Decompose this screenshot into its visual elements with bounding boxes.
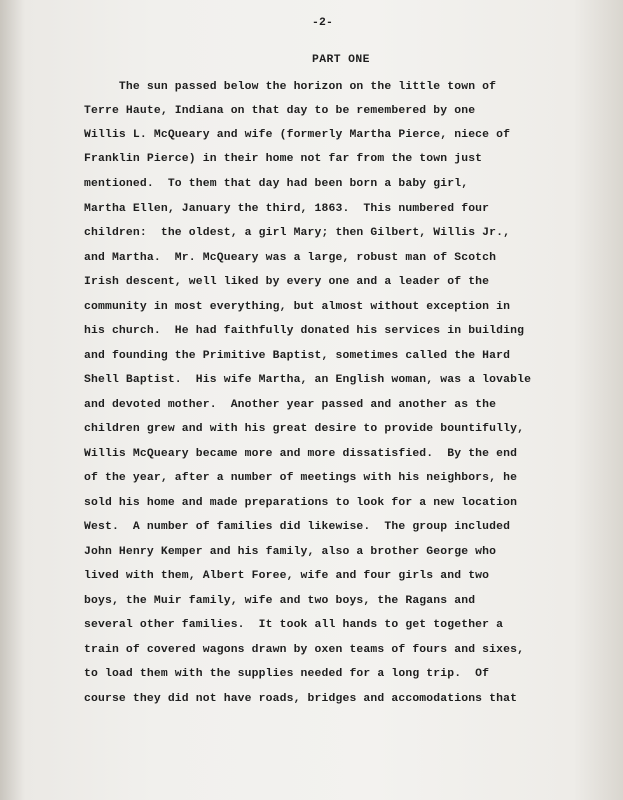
- body-line: Willis McQueary became more and more dissatisfied. By the end: [84, 448, 518, 460]
- body-line: mentioned. To them that day had been born a baby girl,: [84, 178, 469, 190]
- body-line: course they did not have roads, bridges and accomodations that: [84, 693, 518, 705]
- section-heading: PART ONE: [312, 54, 370, 66]
- body-line: children: the oldest, a girl Mary; then Gilbert, Willis Jr.,: [84, 227, 511, 239]
- body-line: sold his home and made preparations to look for a new location: [84, 497, 518, 509]
- body-line: Shell Baptist. His wife Martha, an English woman, was a lovable: [84, 374, 532, 386]
- page-number: -2-: [312, 17, 333, 29]
- body-line: train of covered wagons drawn by oxen teams of fours and sixes,: [84, 644, 525, 656]
- body-line: to load them with the supplies needed for a long trip. Of: [84, 668, 490, 680]
- body-line: Irish descent, well liked by every one and a leader of the: [84, 276, 490, 288]
- body-line: Terre Haute, Indiana on that day to be remembered by one: [84, 105, 476, 117]
- body-line: his church. He had faithfully donated his services in building: [84, 325, 525, 337]
- body-line: lived with them, Albert Foree, wife and four girls and two: [84, 570, 490, 582]
- body-line: and founding the Primitive Baptist, sometimes called the Hard: [84, 350, 511, 362]
- body-line: of the year, after a number of meetings with his neighbors, he: [84, 472, 518, 484]
- body-line: The sun passed below the horizon on the little town of: [84, 81, 497, 93]
- body-line: and Martha. Mr. McQueary was a large, robust man of Scotch: [84, 252, 497, 264]
- body-line: West. A number of families did likewise. The group included: [84, 521, 511, 533]
- body-line: and devoted mother. Another year passed and another as the: [84, 399, 497, 411]
- body-line: John Henry Kemper and his family, also a brother George who: [84, 546, 497, 558]
- body-line: Franklin Pierce) in their home not far from the town just: [84, 153, 483, 165]
- body-line: several other families. It took all hands to get together a: [84, 619, 504, 631]
- body-line: boys, the Muir family, wife and two boys, the Ragans and: [84, 595, 476, 607]
- body-line: Martha Ellen, January the third, 1863. This numbered four: [84, 203, 490, 215]
- body-line: Willis L. McQueary and wife (formerly Martha Pierce, niece of: [84, 129, 511, 141]
- body-line: community in most everything, but almost without exception in: [84, 301, 511, 313]
- body-line: children grew and with his great desire to provide bountifully,: [84, 423, 525, 435]
